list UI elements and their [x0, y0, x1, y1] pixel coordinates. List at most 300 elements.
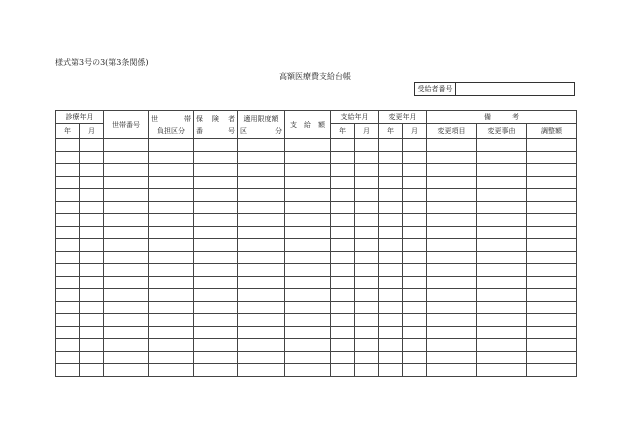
table-cell[interactable]	[238, 226, 285, 239]
table-cell[interactable]	[527, 339, 577, 352]
table-cell[interactable]	[403, 139, 427, 152]
table-cell[interactable]	[403, 276, 427, 289]
table-cell[interactable]	[355, 226, 379, 239]
table-cell[interactable]	[149, 189, 194, 202]
table-cell[interactable]	[56, 264, 80, 277]
table-cell[interactable]	[379, 314, 403, 327]
table-cell[interactable]	[238, 251, 285, 264]
table-cell[interactable]	[427, 326, 477, 339]
table-cell[interactable]	[527, 176, 577, 189]
table-cell[interactable]	[149, 139, 194, 152]
table-cell[interactable]	[403, 176, 427, 189]
table-cell[interactable]	[477, 314, 527, 327]
table-row	[56, 151, 577, 164]
table-cell[interactable]	[104, 239, 149, 252]
table-cell[interactable]	[527, 276, 577, 289]
table-cell[interactable]	[238, 364, 285, 377]
table-cell[interactable]	[194, 226, 238, 239]
table-cell[interactable]	[331, 189, 355, 202]
table-cell[interactable]	[80, 314, 104, 327]
table-cell[interactable]	[238, 201, 285, 214]
table-cell[interactable]	[331, 339, 355, 352]
table-row	[56, 214, 577, 227]
table-cell[interactable]	[149, 351, 194, 364]
table-cell[interactable]	[285, 264, 331, 277]
table-cell[interactable]	[379, 151, 403, 164]
table-cell[interactable]	[238, 189, 285, 202]
table-cell[interactable]	[331, 151, 355, 164]
table-cell[interactable]	[355, 251, 379, 264]
table-cell[interactable]	[56, 239, 80, 252]
table-cell[interactable]	[104, 289, 149, 302]
table-cell[interactable]	[527, 264, 577, 277]
table-cell[interactable]	[104, 364, 149, 377]
table-cell[interactable]	[331, 201, 355, 214]
header-shikyu-year: 年	[331, 124, 355, 139]
table-cell[interactable]	[104, 226, 149, 239]
table-cell[interactable]	[403, 326, 427, 339]
table-cell[interactable]	[149, 264, 194, 277]
table-cell[interactable]	[477, 276, 527, 289]
table-cell[interactable]	[238, 176, 285, 189]
table-cell[interactable]	[403, 226, 427, 239]
table-cell[interactable]	[56, 289, 80, 302]
table-cell[interactable]	[355, 314, 379, 327]
table-cell[interactable]	[355, 201, 379, 214]
table-cell[interactable]	[477, 239, 527, 252]
table-cell[interactable]	[427, 176, 477, 189]
form-title: 高額医療費支給台帳	[279, 72, 351, 81]
table-cell[interactable]	[80, 176, 104, 189]
table-cell[interactable]	[355, 214, 379, 227]
table-cell[interactable]	[238, 276, 285, 289]
header-shikyu-nengetsu: 支給年月	[331, 111, 379, 124]
table-cell[interactable]	[477, 189, 527, 202]
table-cell[interactable]	[238, 139, 285, 152]
table-cell[interactable]	[331, 214, 355, 227]
table-cell[interactable]	[427, 251, 477, 264]
header-chosei-gaku: 調整額	[527, 124, 577, 139]
table-cell[interactable]	[104, 189, 149, 202]
table-cell[interactable]	[403, 264, 427, 277]
table-cell[interactable]	[194, 251, 238, 264]
table-cell[interactable]	[355, 264, 379, 277]
table-cell[interactable]	[104, 151, 149, 164]
table-cell[interactable]	[355, 151, 379, 164]
table-cell[interactable]	[403, 189, 427, 202]
table-row	[56, 351, 577, 364]
ledger-body	[56, 139, 577, 377]
table-cell[interactable]	[285, 351, 331, 364]
table-cell[interactable]	[285, 239, 331, 252]
table-cell[interactable]	[427, 351, 477, 364]
table-cell[interactable]	[149, 301, 194, 314]
table-cell[interactable]	[149, 239, 194, 252]
table-cell[interactable]	[149, 201, 194, 214]
header-setai-futan-2: 負担区分	[157, 126, 185, 135]
table-cell[interactable]	[285, 201, 331, 214]
table-cell[interactable]	[56, 176, 80, 189]
table-cell[interactable]	[379, 164, 403, 177]
table-cell[interactable]	[238, 151, 285, 164]
table-cell[interactable]	[80, 239, 104, 252]
table-cell[interactable]	[355, 139, 379, 152]
table-cell[interactable]	[56, 151, 80, 164]
table-cell[interactable]	[194, 351, 238, 364]
table-cell[interactable]	[527, 251, 577, 264]
table-cell[interactable]	[56, 364, 80, 377]
table-cell[interactable]	[477, 201, 527, 214]
table-cell[interactable]	[194, 364, 238, 377]
table-cell[interactable]	[403, 201, 427, 214]
table-cell[interactable]	[403, 164, 427, 177]
table-cell[interactable]	[427, 164, 477, 177]
table-cell[interactable]	[80, 214, 104, 227]
table-cell[interactable]	[285, 251, 331, 264]
table-cell[interactable]	[527, 139, 577, 152]
ledger-table	[55, 110, 577, 377]
table-cell[interactable]	[379, 239, 403, 252]
table-cell[interactable]	[80, 164, 104, 177]
table-cell[interactable]	[477, 214, 527, 227]
table-cell[interactable]	[80, 326, 104, 339]
table-cell[interactable]	[238, 314, 285, 327]
header-gendo-2b: 分	[275, 126, 282, 135]
table-cell[interactable]	[80, 339, 104, 352]
table-cell[interactable]	[285, 326, 331, 339]
table-cell[interactable]	[355, 276, 379, 289]
table-cell[interactable]	[149, 326, 194, 339]
table-cell[interactable]	[403, 214, 427, 227]
table-cell[interactable]	[104, 214, 149, 227]
table-cell[interactable]	[104, 164, 149, 177]
table-cell[interactable]	[331, 251, 355, 264]
table-cell[interactable]	[355, 339, 379, 352]
table-cell[interactable]	[527, 189, 577, 202]
table-cell[interactable]	[331, 164, 355, 177]
table-cell[interactable]	[331, 176, 355, 189]
table-cell[interactable]	[379, 276, 403, 289]
table-cell[interactable]	[238, 351, 285, 364]
table-cell[interactable]	[149, 151, 194, 164]
table-cell[interactable]	[56, 214, 80, 227]
table-cell[interactable]	[80, 289, 104, 302]
table-cell[interactable]	[56, 314, 80, 327]
table-cell[interactable]	[80, 364, 104, 377]
header-henko-year: 年	[379, 124, 403, 139]
table-cell[interactable]	[194, 151, 238, 164]
table-cell[interactable]	[285, 176, 331, 189]
table-cell[interactable]	[149, 314, 194, 327]
table-cell[interactable]	[355, 164, 379, 177]
table-cell[interactable]	[427, 139, 477, 152]
header-shinryo-nengetsu: 診療年月	[56, 111, 104, 124]
table-cell[interactable]	[355, 239, 379, 252]
table-cell[interactable]	[527, 151, 577, 164]
table-cell[interactable]	[427, 276, 477, 289]
table-cell[interactable]	[403, 314, 427, 327]
header-gendo-2a: 区	[240, 126, 247, 135]
table-cell[interactable]	[379, 251, 403, 264]
header-gendo	[238, 111, 285, 139]
table-cell[interactable]	[379, 326, 403, 339]
table-cell[interactable]	[427, 151, 477, 164]
table-cell[interactable]	[104, 201, 149, 214]
table-cell[interactable]	[331, 326, 355, 339]
table-cell[interactable]	[379, 264, 403, 277]
table-cell[interactable]	[403, 339, 427, 352]
table-cell[interactable]	[477, 164, 527, 177]
table-cell[interactable]	[56, 189, 80, 202]
table-cell[interactable]	[427, 226, 477, 239]
table-row	[56, 226, 577, 239]
table-cell[interactable]	[104, 276, 149, 289]
table-cell[interactable]	[56, 276, 80, 289]
table-cell[interactable]	[331, 276, 355, 289]
table-cell[interactable]	[331, 351, 355, 364]
table-row	[56, 326, 577, 339]
table-cell[interactable]	[149, 251, 194, 264]
table-cell[interactable]	[80, 251, 104, 264]
table-cell[interactable]	[477, 139, 527, 152]
table-cell[interactable]	[477, 339, 527, 352]
table-cell[interactable]	[56, 339, 80, 352]
table-cell[interactable]	[56, 326, 80, 339]
table-cell[interactable]	[285, 301, 331, 314]
table-cell[interactable]	[403, 251, 427, 264]
recipient-number-field[interactable]	[456, 83, 574, 95]
table-cell[interactable]	[379, 139, 403, 152]
table-cell[interactable]	[527, 214, 577, 227]
table-cell[interactable]	[331, 289, 355, 302]
table-cell[interactable]	[80, 201, 104, 214]
table-cell[interactable]	[194, 139, 238, 152]
table-cell[interactable]	[527, 364, 577, 377]
table-cell[interactable]	[104, 314, 149, 327]
table-cell[interactable]	[238, 214, 285, 227]
table-cell[interactable]	[285, 214, 331, 227]
table-cell[interactable]	[194, 189, 238, 202]
table-cell[interactable]	[80, 264, 104, 277]
table-row	[56, 176, 577, 189]
table-row	[56, 139, 577, 152]
table-cell[interactable]	[194, 214, 238, 227]
table-cell[interactable]	[379, 289, 403, 302]
table-cell[interactable]	[104, 326, 149, 339]
table-cell[interactable]	[285, 226, 331, 239]
table-cell[interactable]	[285, 276, 331, 289]
table-row	[56, 189, 577, 202]
table-cell[interactable]	[427, 289, 477, 302]
table-cell[interactable]	[379, 214, 403, 227]
table-cell[interactable]	[285, 139, 331, 152]
table-cell[interactable]	[527, 164, 577, 177]
table-cell[interactable]	[477, 251, 527, 264]
table-cell[interactable]	[149, 214, 194, 227]
table-cell[interactable]	[80, 139, 104, 152]
table-cell[interactable]	[331, 139, 355, 152]
table-cell[interactable]	[477, 151, 527, 164]
table-cell[interactable]	[194, 339, 238, 352]
table-cell[interactable]	[285, 189, 331, 202]
table-cell[interactable]	[427, 239, 477, 252]
table-cell[interactable]	[80, 189, 104, 202]
table-cell[interactable]	[355, 364, 379, 377]
table-cell[interactable]	[331, 264, 355, 277]
table-row	[56, 339, 577, 352]
table-cell[interactable]	[331, 364, 355, 377]
table-cell[interactable]	[427, 264, 477, 277]
table-cell[interactable]	[527, 301, 577, 314]
table-cell[interactable]	[527, 326, 577, 339]
header-setai-bango: 世帯番号	[104, 111, 149, 139]
table-cell[interactable]	[427, 189, 477, 202]
table-cell[interactable]	[194, 314, 238, 327]
table-cell[interactable]	[56, 226, 80, 239]
table-cell[interactable]	[427, 214, 477, 227]
table-cell[interactable]	[355, 301, 379, 314]
table-cell[interactable]	[355, 351, 379, 364]
table-cell[interactable]	[80, 151, 104, 164]
table-cell[interactable]	[379, 189, 403, 202]
table-cell[interactable]	[56, 139, 80, 152]
table-cell[interactable]	[379, 176, 403, 189]
table-cell[interactable]	[238, 239, 285, 252]
table-cell[interactable]	[427, 314, 477, 327]
table-cell[interactable]	[149, 164, 194, 177]
table-cell[interactable]	[56, 201, 80, 214]
table-cell[interactable]	[238, 301, 285, 314]
table-cell[interactable]	[238, 264, 285, 277]
table-cell[interactable]	[379, 339, 403, 352]
table-cell[interactable]	[194, 289, 238, 302]
table-cell[interactable]	[104, 264, 149, 277]
table-cell[interactable]	[56, 164, 80, 177]
table-cell[interactable]	[194, 201, 238, 214]
table-cell[interactable]	[80, 351, 104, 364]
table-cell[interactable]	[477, 326, 527, 339]
table-cell[interactable]	[331, 314, 355, 327]
table-cell[interactable]	[56, 251, 80, 264]
table-cell[interactable]	[149, 289, 194, 302]
table-cell[interactable]	[331, 239, 355, 252]
table-cell[interactable]	[379, 201, 403, 214]
table-cell[interactable]	[285, 164, 331, 177]
header-henko-nengetsu: 変更年月	[379, 111, 427, 124]
table-cell[interactable]	[238, 339, 285, 352]
table-cell[interactable]	[527, 239, 577, 252]
table-cell[interactable]	[527, 351, 577, 364]
table-cell[interactable]	[104, 139, 149, 152]
header-henko-jiyu: 変更事由	[477, 124, 527, 139]
table-cell[interactable]	[194, 301, 238, 314]
table-cell[interactable]	[379, 364, 403, 377]
table-cell[interactable]	[104, 176, 149, 189]
table-cell[interactable]	[403, 239, 427, 252]
table-cell[interactable]	[427, 364, 477, 377]
table-cell[interactable]	[403, 351, 427, 364]
header-shikyu-gaku: 支 給 額	[285, 111, 331, 139]
table-cell[interactable]	[238, 326, 285, 339]
table-cell[interactable]	[477, 289, 527, 302]
table-cell[interactable]	[285, 339, 331, 352]
table-cell[interactable]	[104, 339, 149, 352]
table-cell[interactable]	[477, 301, 527, 314]
header-henko-komoku: 変更項目	[427, 124, 477, 139]
table-cell[interactable]	[527, 201, 577, 214]
table-cell[interactable]	[80, 226, 104, 239]
table-cell[interactable]	[285, 289, 331, 302]
table-cell[interactable]	[477, 364, 527, 377]
table-cell[interactable]	[56, 301, 80, 314]
table-cell[interactable]	[285, 151, 331, 164]
table-cell[interactable]	[104, 251, 149, 264]
table-cell[interactable]	[355, 189, 379, 202]
table-cell[interactable]	[527, 289, 577, 302]
table-cell[interactable]	[56, 351, 80, 364]
table-cell[interactable]	[331, 301, 355, 314]
table-cell[interactable]	[403, 151, 427, 164]
table-cell[interactable]	[477, 226, 527, 239]
table-cell[interactable]	[427, 339, 477, 352]
table-cell[interactable]	[194, 239, 238, 252]
table-cell[interactable]	[355, 326, 379, 339]
table-cell[interactable]	[379, 226, 403, 239]
table-row	[56, 314, 577, 327]
table-cell[interactable]	[238, 164, 285, 177]
table-row	[56, 251, 577, 264]
table-cell[interactable]	[194, 276, 238, 289]
header-hokensha	[194, 111, 238, 139]
table-cell[interactable]	[477, 351, 527, 364]
table-cell[interactable]	[238, 289, 285, 302]
table-cell[interactable]	[379, 351, 403, 364]
table-cell[interactable]	[477, 176, 527, 189]
table-cell[interactable]	[149, 226, 194, 239]
table-cell[interactable]	[104, 301, 149, 314]
table-cell[interactable]	[80, 301, 104, 314]
table-cell[interactable]	[427, 201, 477, 214]
table-cell[interactable]	[527, 226, 577, 239]
table-cell[interactable]	[194, 176, 238, 189]
table-cell[interactable]	[80, 276, 104, 289]
table-cell[interactable]	[285, 314, 331, 327]
header-shinryo-year: 年	[56, 124, 80, 139]
table-cell[interactable]	[403, 364, 427, 377]
header-hokensha-2a: 番	[196, 126, 203, 135]
table-cell[interactable]	[149, 364, 194, 377]
table-cell[interactable]	[355, 289, 379, 302]
table-cell[interactable]	[194, 264, 238, 277]
table-cell[interactable]	[104, 351, 149, 364]
table-cell[interactable]	[427, 301, 477, 314]
table-cell[interactable]	[477, 264, 527, 277]
table-cell[interactable]	[355, 176, 379, 189]
table-row	[56, 264, 577, 277]
table-cell[interactable]	[403, 301, 427, 314]
header-shinryo-month: 月	[80, 124, 104, 139]
table-cell[interactable]	[194, 164, 238, 177]
table-cell[interactable]	[149, 276, 194, 289]
table-cell[interactable]	[194, 326, 238, 339]
table-cell[interactable]	[149, 176, 194, 189]
table-cell[interactable]	[403, 289, 427, 302]
table-cell[interactable]	[285, 364, 331, 377]
table-cell[interactable]	[149, 339, 194, 352]
table-cell[interactable]	[527, 314, 577, 327]
table-cell[interactable]	[379, 301, 403, 314]
table-cell[interactable]	[331, 226, 355, 239]
